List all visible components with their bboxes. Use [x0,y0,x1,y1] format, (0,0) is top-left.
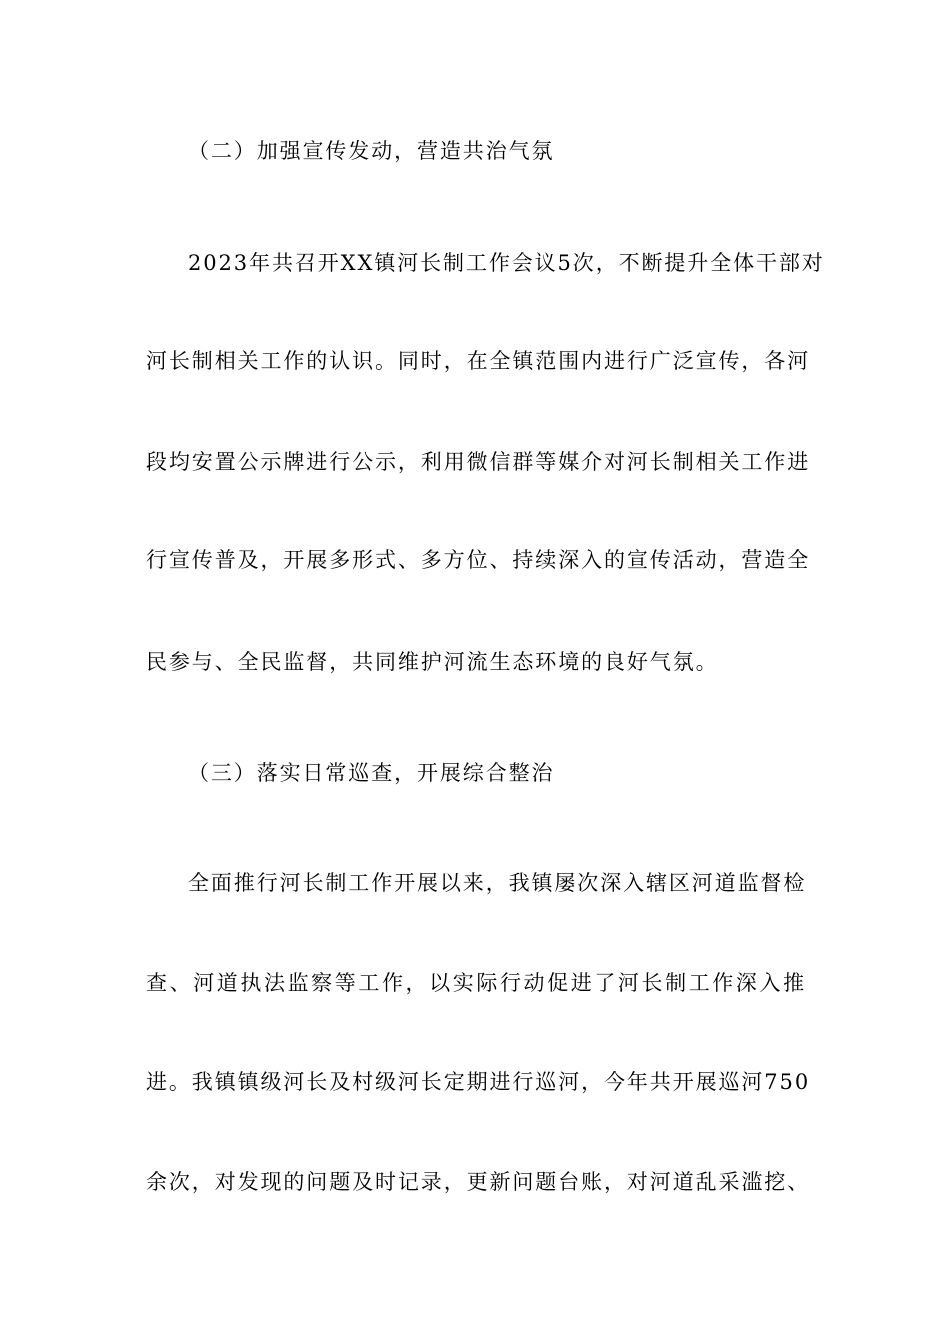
paragraph-2-line-4: 行宣传普及，开展多形式、多方位、持续深入的宣传活动，营造全 [146,548,811,572]
paragraph-3-line-1: 全面推行河长制工作开展以来，我镇屡次深入辖区河道监督检 [188,871,807,895]
section-heading-2: （二）加强宣传发动，营造共治气氛 [188,139,555,163]
paragraph-2-line-1: 2023年共召开XX镇河长制工作会议5次，不断提升全体干部对 [188,251,825,275]
paragraph-3-line-4: 余次，对发现的问题及时记录，更新问题台账，对河道乱采滥挖、 [146,1170,811,1194]
paragraph-3-line-2: 查、河道执法监察等工作，以实际行动促进了河长制工作深入推 [146,971,806,995]
section-heading-3: （三）落实日常巡查，开展综合整治 [188,761,555,785]
paragraph-2-line-5: 民参与、全民监督，共同维护河流生态环境的良好气氛。 [146,650,719,674]
paragraph-2-line-3: 段均安置公示牌进行公示，利用微信群等媒介对河长制相关工作进 [146,450,811,474]
paragraph-2-line-2: 河长制相关工作的认识。同时，在全镇范围内进行广泛宣传，各河 [146,349,811,373]
paragraph-3-line-3: 进。我镇镇级河长及村级河长定期进行巡河，今年共开展巡河750 [146,1070,811,1094]
